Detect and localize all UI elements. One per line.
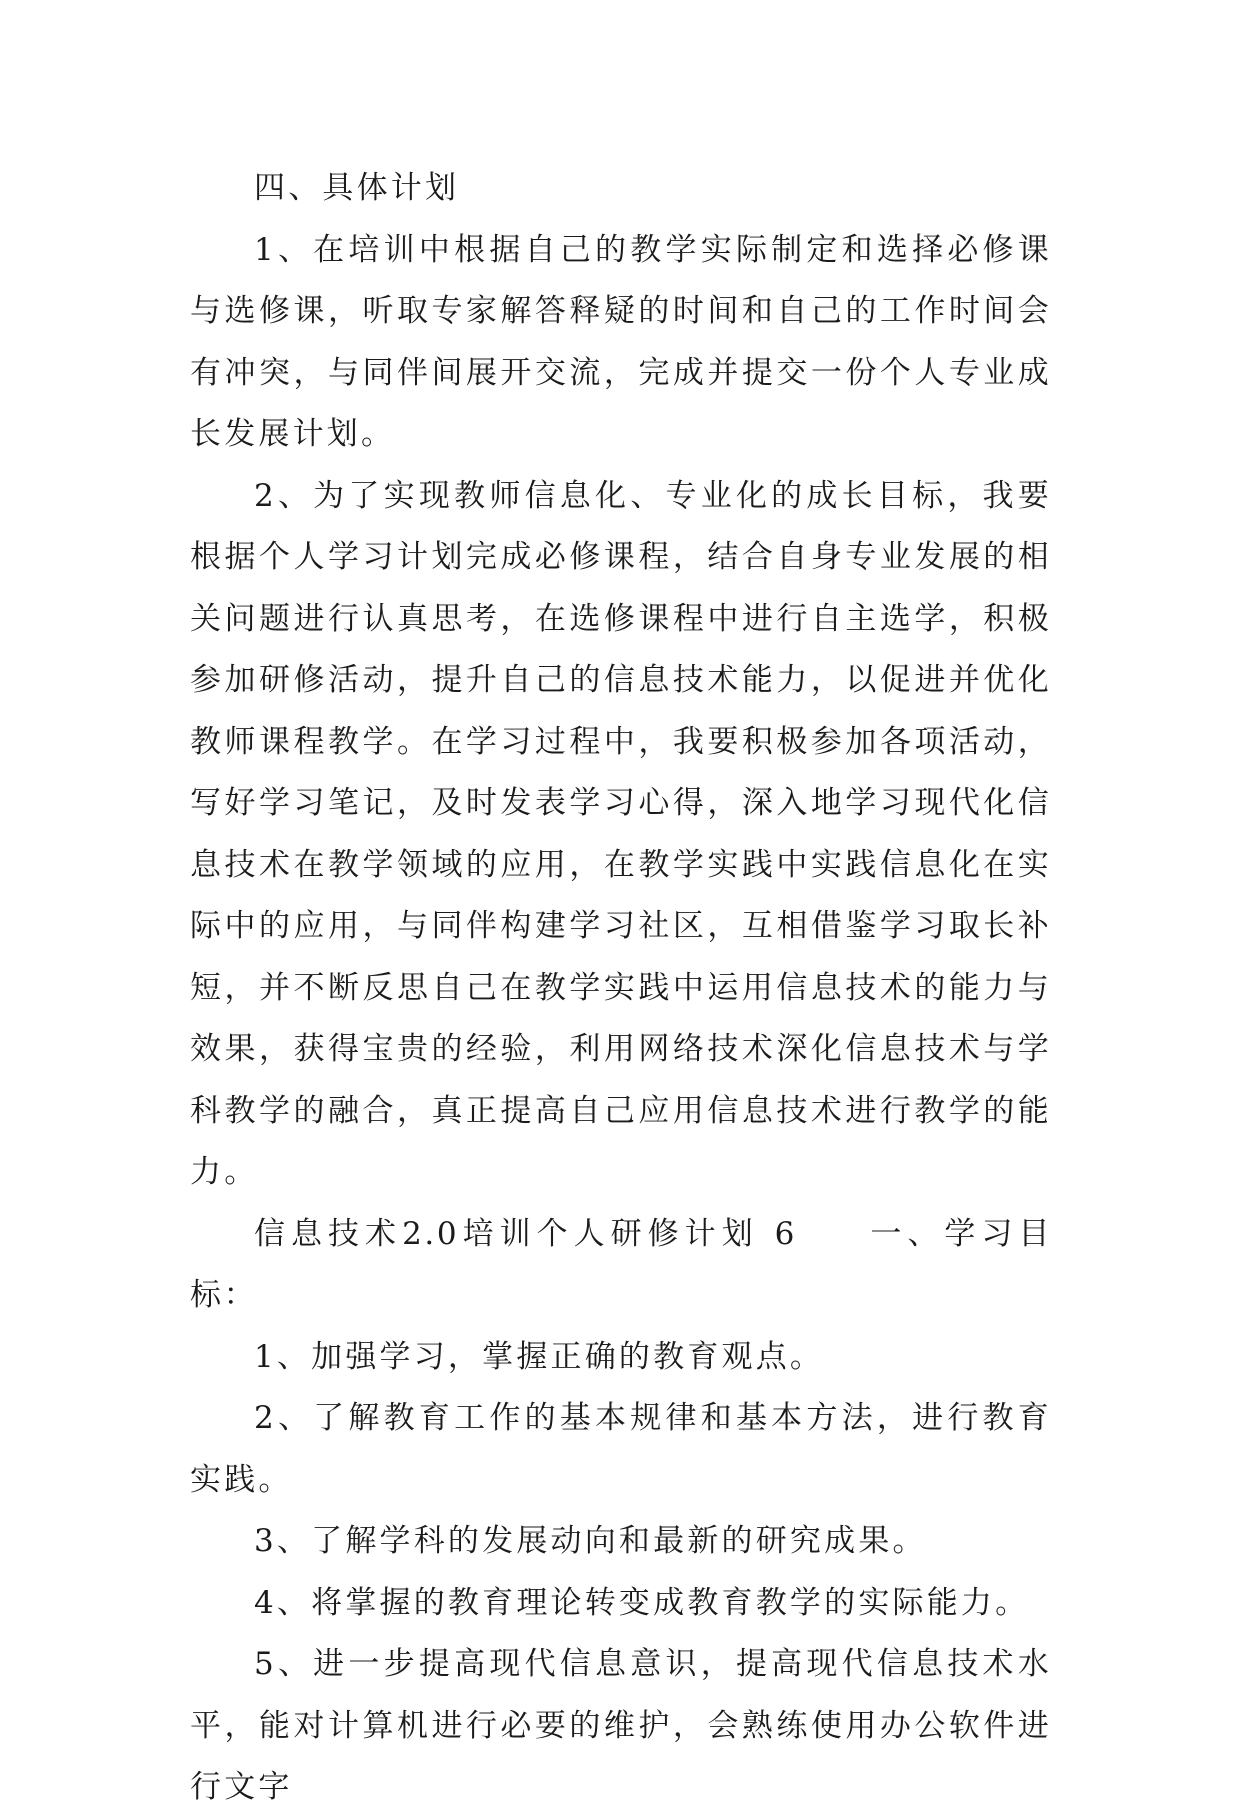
goal-item: 3、了解学科的发展动向和最新的研究成果。 xyxy=(254,1523,927,1559)
goal-item: 4、将掌握的教育理论转变成教育教学的实际能力。 xyxy=(254,1584,1030,1621)
goal-item: 5、进一步提高现代信息意识，提高现代信息技术水平，能对计算机进行必要的维护，会熟练使用办公软件进行文字 xyxy=(190,1646,1052,1805)
plan-title-line xyxy=(190,1204,1052,1327)
section-heading: 四、具体计划 xyxy=(254,170,460,206)
document-body xyxy=(190,158,1052,1819)
paragraph-plan-1: 1、在培训中根据自己的教学实际制定和选择必修课与选修课，听取专家解答释疑的时间和自己的工作时间会有冲突，与同伴间展开交流，完成并提交一份个人专业成长发展计划。 xyxy=(190,231,1052,452)
learning-goals-heading: 一、学习目标： xyxy=(190,1215,1053,1313)
goal-item: 2、了解教育工作的基本规律和基本方法，进行教育实践。 xyxy=(190,1400,1052,1498)
paragraph-plan-2: 2、为了实现教师信息化、专业化的成长目标，我要根据个人学习计划完成必修课程，结合自身专业发展的相关问题进行认真思考，在选修课程中进行自主选学，积极参加研修活动，提升自己的信息技术能力，以促进并优化教师课程教学。在学习过程中，我要积极参加各项活动，写好学习笔记，及时发表学习心得，深入地学习现代化信息技术在教学领域的应用，在教学实践中实践信息化在实际中的应用，与同伴构建学习社区，互相借鉴学习取长补短，并不断反思自己在教学实践中运用信息技术的能力与效果，获得宝贵的经验，利用网络技术深化信息技术与学科教学的融合，真正提高自己应用信息技术进行教学的能力。 xyxy=(190,477,1052,1190)
plan-title: 信息技术2.0培训个人研修计划 6 xyxy=(254,1215,797,1252)
goal-item: 1、加强学习，掌握正确的教育观点。 xyxy=(254,1338,825,1375)
